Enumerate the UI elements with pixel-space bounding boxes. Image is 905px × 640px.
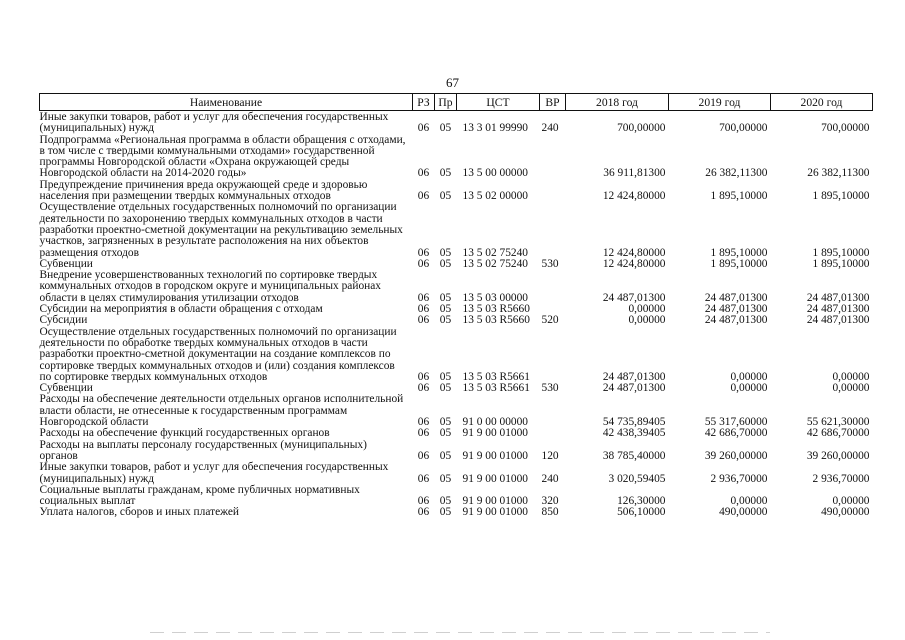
cell-rz: 06: [417, 495, 430, 508]
cell-2018: 54 735,89405: [602, 416, 666, 429]
cell-vr: 240: [541, 472, 559, 485]
cell-cst: 13 5 00 00000: [462, 167, 528, 180]
cell-cst: 13 5 02 75240: [462, 257, 528, 270]
cell-name: Субвенции: [39, 257, 93, 270]
cell-name: Иные закупки товаров, работ и услуг для обеспечения государственных (муниципальных) нужд: [39, 461, 389, 485]
cell-2018: 0,00000: [628, 314, 666, 327]
table-row: [40, 507, 873, 518]
cell-2019: 700,00000: [719, 122, 768, 135]
cell-cst: 91 0 00 00000: [462, 416, 528, 429]
table-body: [40, 111, 873, 519]
cell-pr: 05: [439, 472, 452, 485]
cell-vr: 850: [541, 506, 559, 519]
cell-rz: 06: [417, 472, 430, 485]
cell-name: Социальные выплаты гражданам, кроме публичных нормативных социальных выплат: [39, 483, 360, 508]
cell-pr: 05: [439, 246, 452, 259]
cell-vr: [540, 394, 566, 428]
cell-cst: 13 5 02 75240: [462, 246, 528, 259]
table-row: [40, 202, 873, 258]
table-row: [40, 270, 873, 304]
cell-2020: 0,00000: [832, 495, 870, 508]
cell-2019: 1 895,10000: [710, 246, 768, 259]
cell-cst: 13 5 02 00000: [462, 190, 528, 203]
cell-pr: 05: [439, 449, 452, 462]
table-row: [40, 315, 873, 326]
cell-name: Субвенции: [39, 382, 93, 395]
cell-2018: 24 487,01300: [602, 382, 666, 395]
cell-pr: 05: [439, 303, 452, 316]
cell-2019: 2 936,70000: [710, 472, 768, 485]
cell-2019: 42 686,70000: [704, 427, 768, 440]
scan-artifact-line: [150, 632, 770, 633]
cell-2020: 1 895,10000: [812, 190, 870, 203]
cell-name: Расходы на обеспечение функций государственных органов: [39, 427, 330, 440]
cell-name: Осуществление отдельных государственных полномочий по организации деятельности по захоронению твердых коммунальных отходов в части разработки проектно-сметной документации на рекультивацию земельных участков, загрязненных в результате расположения на них объектов размещения отходов: [39, 201, 403, 259]
cell-2020: 42 686,70000: [806, 427, 870, 440]
cell-name: Уплата налогов, сборов и иных платежей: [39, 506, 239, 519]
cell-rz: 06: [417, 257, 430, 270]
cell-pr: 05: [439, 427, 452, 440]
cell-pr: 05: [439, 314, 452, 327]
cell-cst: 91 9 00 01000: [462, 472, 528, 485]
cell-cst: 91 9 00 01000: [462, 495, 528, 508]
cell-2018: 36 911,81300: [603, 167, 666, 180]
cell-cst: 13 5 03 00000: [462, 291, 528, 304]
cell-2020: 0,00000: [832, 382, 870, 395]
cell-rz: 06: [417, 382, 430, 395]
cell-rz: 06: [417, 291, 430, 304]
cell-pr: 05: [439, 122, 452, 135]
cell-2020: 0,00000: [832, 370, 870, 383]
cell-pr: 05: [439, 382, 452, 395]
cell-rz: 06: [417, 167, 430, 180]
cell-rz: 06: [417, 190, 430, 203]
cell-2018: 24 487,01300: [602, 291, 666, 304]
table-row: [40, 394, 873, 428]
column-header-cst: ЦСТ: [457, 94, 540, 111]
cell-2019: 24 487,01300: [704, 314, 768, 327]
cell-vr: 240: [541, 122, 559, 135]
table-row: [40, 485, 873, 508]
cell-vr: 530: [541, 257, 559, 270]
cell-vr: [540, 327, 566, 383]
cell-2018: 12 424,80000: [602, 257, 666, 270]
cell-vr: [540, 428, 566, 439]
cell-cst: 91 9 00 01000: [462, 449, 528, 462]
cell-cst: 91 9 00 01000: [462, 506, 528, 519]
cell-name: Субсидии на мероприятия в области обращения с отходам: [39, 303, 323, 316]
cell-2019: 1 895,10000: [710, 257, 768, 270]
cell-2020: 26 382,11300: [807, 167, 870, 180]
cell-2019: 490,00000: [719, 506, 768, 519]
cell-rz: 06: [417, 314, 430, 327]
cell-2018: 42 438,39405: [602, 427, 666, 440]
column-header-name: Наименование: [40, 94, 413, 111]
cell-2020: 490,00000: [821, 506, 870, 519]
cell-2019: 1 895,10000: [710, 190, 768, 203]
cell-rz: 06: [417, 427, 430, 440]
cell-2018: 24 487,01300: [602, 370, 666, 383]
cell-rz: 06: [417, 246, 430, 259]
cell-2020: 2 936,70000: [812, 472, 870, 485]
table-header: [40, 94, 873, 111]
cell-pr: 05: [439, 495, 452, 508]
cell-2018: 3 020,59405: [608, 472, 666, 485]
cell-pr: 05: [439, 190, 452, 203]
cell-pr: 05: [439, 291, 452, 304]
cell-2020: 24 487,01300: [806, 314, 870, 327]
cell-2019: 26 382,11300: [705, 167, 768, 180]
cell-2018: 506,10000: [617, 506, 666, 519]
cell-2020: 1 895,10000: [812, 246, 870, 259]
cell-cst: 13 5 03 R5660: [462, 303, 530, 316]
cell-2020: 1 895,10000: [812, 257, 870, 270]
cell-pr: 05: [439, 167, 452, 180]
cell-pr: 05: [439, 506, 452, 519]
cell-rz: 06: [417, 303, 430, 316]
cell-vr: 320: [541, 495, 559, 508]
cell-name: Осуществление отдельных государственных полномочий по организации деятельности по обработке твердых коммунальных отходов в части разработки проектно-сметной документации на создание комплексов по сортировке твердых коммунальных отходов и (или) создания комплексов по сортировке твердых коммунальных отходов: [39, 325, 397, 383]
cell-2019: 24 487,01300: [704, 303, 768, 316]
cell-2020: 24 487,01300: [806, 291, 870, 304]
cell-vr: [540, 202, 566, 258]
cell-name: Предупреждение причинения вреда окружающей среде и здоровью населения при размещении твердых коммунальных отходов: [39, 178, 368, 203]
table-row: [40, 135, 873, 180]
table-row: [40, 428, 873, 439]
table-row: [40, 462, 873, 485]
column-header-2018: 2018 год: [566, 94, 669, 111]
cell-rz: 06: [417, 122, 430, 135]
cell-rz: 06: [417, 449, 430, 462]
cell-2019: 0,00000: [730, 382, 768, 395]
column-header-2020: 2020 год: [771, 94, 873, 111]
cell-name: Расходы на обеспечение деятельности отдельных органов исполнительной власти области, не отнесенные к государственным программам Новгородской области: [39, 393, 404, 429]
column-header-2019: 2019 год: [669, 94, 771, 111]
cell-cst: 91 9 00 01000: [462, 427, 528, 440]
table-row: [40, 111, 873, 135]
cell-cst: 13 5 03 R5661: [462, 382, 530, 395]
cell-2018: 12 424,80000: [602, 246, 666, 259]
cell-rz: 06: [417, 370, 430, 383]
cell-name: Расходы на выплаты персоналу государственных (муниципальных) органов: [39, 438, 367, 462]
cell-rz: 06: [417, 506, 430, 519]
cell-vr: [540, 270, 566, 304]
column-header-pr: Пр: [435, 94, 457, 111]
cell-cst: 13 3 01 99990: [462, 122, 528, 135]
cell-name: Субсидии: [39, 314, 88, 327]
table-row: [40, 440, 873, 463]
cell-name: Внедрение усовершенствованных технологий по сортировке твердых коммунальных отходов в городском округе и муниципальных районах области в целях стимулирования утилизации отходов: [39, 269, 381, 304]
cell-2018: 12 424,80000: [602, 190, 666, 203]
column-header-vr: ВР: [540, 94, 566, 111]
cell-name: Подпрограмма «Региональная программа в области обращения с отходами, в том числе с твердыми коммунальными отходами» государственной программы Новгородской области «Охрана окружающей среды Новгородской области на 2014-2020 годы»: [39, 133, 406, 180]
cell-vr: 530: [541, 382, 559, 395]
cell-pr: 05: [439, 370, 452, 383]
page-number: 67: [446, 75, 459, 90]
cell-2020: 700,00000: [821, 122, 870, 135]
cell-cst: 13 5 03 R5661: [462, 370, 530, 383]
cell-2018: 0,00000: [628, 303, 666, 316]
cell-rz: 06: [417, 416, 430, 429]
cell-2020: 39 260,00000: [806, 449, 870, 462]
cell-vr: [540, 180, 566, 203]
cell-pr: 05: [439, 416, 452, 429]
table-row: [40, 327, 873, 383]
cell-2020: 24 487,01300: [806, 303, 870, 316]
cell-vr: [540, 135, 566, 180]
cell-2019: 0,00000: [730, 495, 768, 508]
cell-pr: 05: [439, 257, 452, 270]
cell-cst: 13 5 03 R5660: [462, 314, 530, 327]
cell-2019: 39 260,00000: [704, 449, 768, 462]
cell-vr: 120: [541, 449, 559, 462]
cell-2019: 0,00000: [730, 370, 768, 383]
column-header-rz: РЗ: [413, 94, 435, 111]
cell-2018: 700,00000: [617, 122, 666, 135]
cell-2020: 55 621,30000: [806, 416, 870, 429]
table-row: [40, 180, 873, 203]
cell-2019: 24 487,01300: [704, 291, 768, 304]
budget-table: [39, 93, 873, 519]
cell-2019: 55 317,60000: [704, 416, 768, 429]
cell-name: Иные закупки товаров, работ и услуг для обеспечения государственных (муниципальных) нужд: [39, 111, 389, 135]
cell-2018: 38 785,40000: [602, 449, 666, 462]
cell-2018: 126,30000: [617, 495, 666, 508]
cell-vr: 520: [541, 314, 559, 327]
